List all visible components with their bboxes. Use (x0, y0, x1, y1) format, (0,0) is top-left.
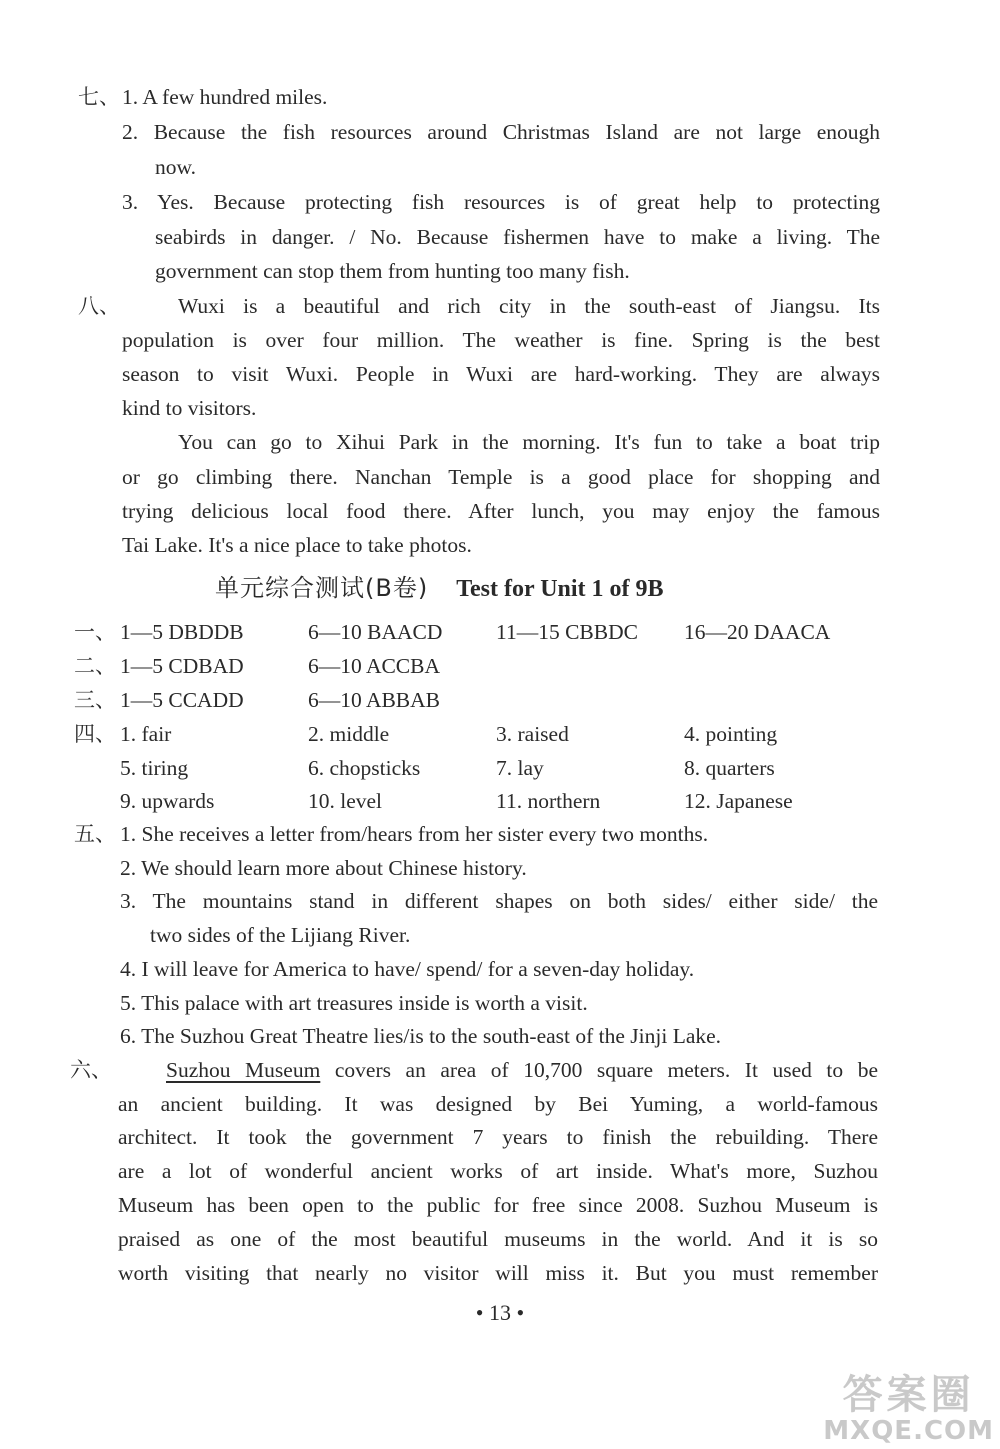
sec4-word: 7. lay (496, 756, 544, 780)
watermark-logo-text: 答案圈 (842, 1372, 975, 1418)
section-8-marker: 八、 (78, 294, 120, 318)
sec4-word: 12. Japanese (684, 789, 793, 813)
museum-name-underlined: Suzhou Museum (166, 1058, 321, 1082)
sec7-line-6: government can stop them from hunting too many fish. (155, 259, 630, 283)
sec5-line-7: 6. The Suzhou Great Theatre lies/is to the south-east of the Jinji Lake. (120, 1024, 722, 1048)
sec1-answer-3: 11—15 CBBDC (496, 620, 638, 644)
sec4-word: 4. pointing (684, 722, 778, 746)
site-watermark (823, 1373, 994, 1445)
watermark-url: MXQE.COM (823, 1416, 994, 1446)
sec6-line-3: architect. It took the government 7 years to finish the rebuilding. There (118, 1125, 878, 1149)
sec7-line-3: now. (155, 155, 197, 179)
sec1-answer-2: 6—10 BAACD (308, 620, 443, 644)
sec4-word: 2. middle (308, 722, 390, 746)
sec6-line-1 (166, 1053, 878, 1087)
sec6-line-5: Museum has been open to the public for free since 2008. Suzhou Museum is (118, 1193, 878, 1217)
section-7-marker: 七、 (78, 85, 120, 109)
sec5-line-6: 5. This palace with art treasures inside is worth a visit. (120, 991, 588, 1015)
sec6-line-1-rest: covers an area of 10,700 square meters. It used to be (334, 1058, 879, 1082)
unit-title-chinese: 单元综合测试(B卷) (215, 574, 429, 602)
section-2-marker: 二、 (74, 654, 116, 678)
sec7-line-2: 2. Because the fish resources around Christmas Island are not large enough (122, 120, 880, 144)
section-6-marker: 六、 (70, 1058, 112, 1082)
sec4-word: 11. northern (496, 789, 601, 813)
sec8-line-5: You can go to Xihui Park in the morning. It's fun to take a boat trip (178, 430, 880, 454)
sec5-line-5: 4. I will leave for America to have/ spend/ for a seven-day holiday. (120, 957, 695, 981)
sec8-line-6: or go climbing there. Nanchan Temple is a good place for shopping and (122, 465, 880, 489)
sec3-answer-1: 1—5 CCADD (120, 688, 244, 712)
sec4-word: 10. level (308, 789, 383, 813)
page-number: • 13 • (475, 1300, 525, 1325)
unit-title-english: Test for Unit 1 of 9B (456, 576, 664, 602)
sec4-word: 9. upwards (120, 789, 215, 813)
sec6-line-6: praised as one of the most beautiful museums in the world. And it is so (118, 1227, 878, 1251)
sec6-line-7: worth visiting that nearly no visitor will miss it. But you must remember (118, 1261, 878, 1285)
sec2-answer-1: 1—5 CDBAD (120, 654, 244, 678)
sec4-word: 8. quarters (684, 756, 775, 780)
sec5-line-4: two sides of the Lijiang River. (150, 923, 411, 947)
sec1-answer-1: 1—5 DBDDB (120, 620, 244, 644)
sec7-line-4: 3. Yes. Because protecting fish resources is of great help to protecting (122, 190, 880, 214)
sec5-line-1: 1. She receives a letter from/hears from her sister every two months. (120, 822, 709, 846)
sec5-line-2: 2. We should learn more about Chinese history. (120, 856, 527, 880)
sec2-answer-2: 6—10 ACCBA (308, 654, 441, 678)
sec4-word: 3. raised (496, 722, 569, 746)
sec4-word: 6. chopsticks (308, 756, 421, 780)
sec6-line-2: an ancient building. It was designed by Bei Yuming, a world-famous (118, 1092, 878, 1116)
sec8-line-2: population is over four million. The weather is fine. Spring is the best (122, 328, 880, 352)
section-4-marker: 四、 (74, 722, 116, 746)
section-1-marker: 一、 (74, 620, 116, 644)
sec5-line-3: 3. The mountains stand in different shapes on both sides/ either side/ the (120, 889, 878, 913)
sec1-answer-4: 16—20 DAACA (684, 620, 831, 644)
sec8-line-8: Tai Lake. It's a nice place to take photos. (122, 533, 472, 557)
sec3-answer-2: 6—10 ABBAB (308, 688, 441, 712)
sec4-word: 1. fair (120, 722, 172, 746)
sec8-line-4: kind to visitors. (122, 396, 257, 420)
sec8-line-7: trying delicious local food there. After lunch, you may enjoy the famous (122, 499, 880, 523)
sec6-line-4: are a lot of wonderful ancient works of art inside. What's more, Suzhou (118, 1159, 878, 1183)
sec7-line-1: 1. A few hundred miles. (122, 85, 328, 109)
section-5-marker: 五、 (74, 822, 116, 846)
section-3-marker: 三、 (74, 688, 116, 712)
sec4-word: 5. tiring (120, 756, 189, 780)
sec8-line-3: season to visit Wuxi. People in Wuxi are hard-working. They are always (122, 362, 880, 386)
sec7-line-5: seabirds in danger. / No. Because fishermen have to make a living. The (155, 225, 880, 249)
sec8-line-1: Wuxi is a beautiful and rich city in the south-east of Jiangsu. Its (178, 294, 880, 318)
unit-test-title (215, 570, 664, 607)
